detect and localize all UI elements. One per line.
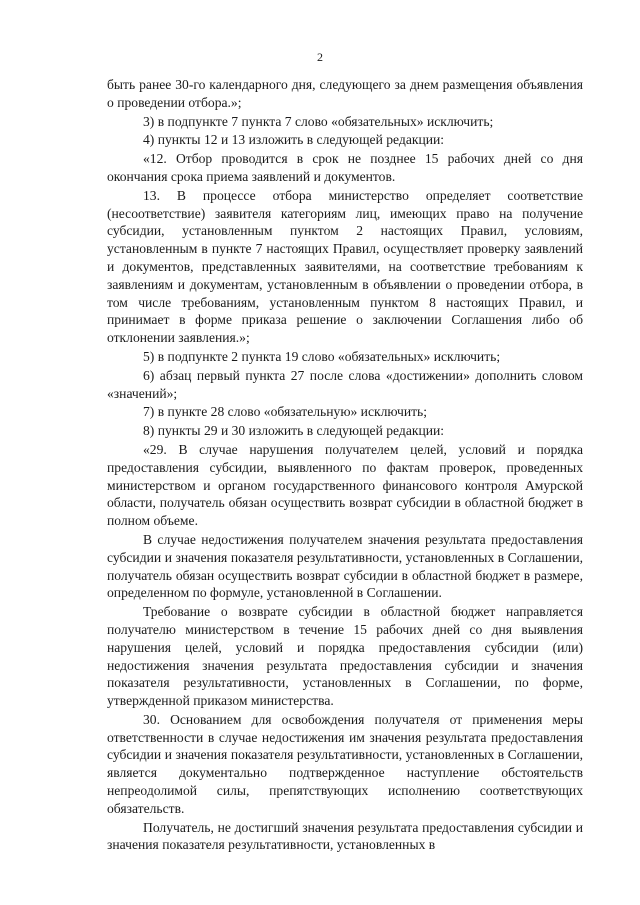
paragraph: Требование о возврате субсидии в областной бюджет направляется получателю министерством в течение 15 рабочих дней со дня выявления нарушения целей, условий и порядка предоставления субсидии (или) недостижения значения результата предоставления субсидии и значения показателя результативности, установленных в Соглашении, по форме, утвержденной приказом министерства. xyxy=(107,604,583,709)
paragraph: 5) в подпункте 2 пункта 19 слово «обязательных» исключить; xyxy=(143,348,501,364)
paragraph: 6) абзац первый пункта 27 после слова «достижении» дополнить словом «значений»; xyxy=(107,367,583,401)
paragraph: 4) пункты 12 и 13 изложить в следующей редакции: xyxy=(143,132,445,148)
paragraph: 7) в пункте 28 слово «обязательную» исключить; xyxy=(143,404,428,420)
paragraph: 8) пункты 29 и 30 изложить в следующей редакции: xyxy=(143,423,445,439)
page-number: 2 xyxy=(317,50,323,64)
paragraph: 13. В процессе отбора министерство определяет соответствие (несоответствие) заявителя категориям лиц, имеющих право на получение субсидии, установленным пунктом 2 настоящих Правил, условиям, установленным в пункте 7 настоящих Правил, осуществляет проверку заявлений и документов, представленных заявителями, на соответствие требованиям к заявлениям и документам, установленным в объявлении о проведении отбора, в том числе требованиям, установленным пунктом 8 настоящих Правил, и принимает в форме приказа решение о заключении Соглашения либо об отклонении заявления.»; xyxy=(107,187,583,346)
paragraph: быть ранее 30-го календарного дня, следующего за днем размещения объявления о проведении отбора.»; xyxy=(107,77,583,110)
paragraph: 3) в подпункте 7 пункта 7 слово «обязательных» исключить; xyxy=(143,113,494,129)
paragraph: В случае недостижения получателем значения результата предоставления субсидии и значения показателя результативности, установленных в Соглашении, получатель обязан осуществить возврат субсидии в областной бюджет в размере, определенном по формуле, установленной в Соглашении. xyxy=(107,531,583,601)
paragraph: 30. Основанием для освобождения получателя от применения меры ответственности в случае недостижения им значения результата предоставления субсидии и значения показателя результативности, установленных в Соглашении, является документально подтвержденное наступление обстоятельств непреодолимой силы, препятствующих исполнению соответствующих обязательств. xyxy=(107,711,583,816)
document-body xyxy=(107,76,583,854)
paragraph: «12. Отбор проводится в срок не позднее 15 рабочих дней со дня окончания срока приема заявлений и документов. xyxy=(107,151,583,184)
paragraph: Получатель, не достигший значения результата предоставления субсидии и значения показателя результативности, установленных в xyxy=(107,819,583,853)
paragraph: «29. В случае нарушения получателем целей, условий и порядка предоставления субсидии, выявленного по фактам проверок, проведенных министерством и органом государственного финансового контроля Амурской области, получатель обязан осуществить возврат субсидии в областной бюджет в полном объеме. xyxy=(107,441,583,529)
